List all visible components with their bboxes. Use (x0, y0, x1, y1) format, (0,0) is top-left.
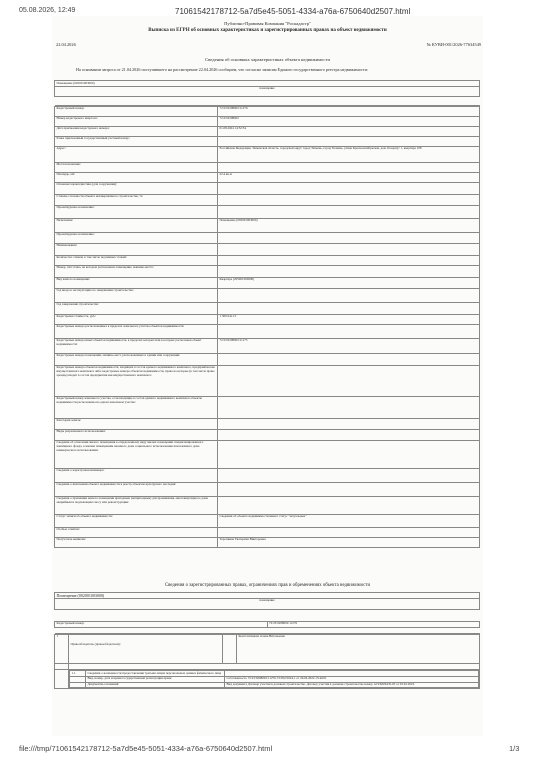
characteristic-row (55, 146, 480, 162)
characteristic-row (55, 194, 480, 205)
characteristic-row (55, 440, 480, 468)
characteristic-label: Вид жилого помещения: (55, 277, 218, 288)
characteristic-label: Степень готовности объекта незавершенного строительства, %: (55, 194, 218, 205)
characteristic-row (55, 338, 480, 353)
characteristic-value (218, 527, 480, 537)
doc-number: № КУВИ-001/2026-77634549 (426, 42, 481, 47)
characteristic-value (218, 194, 480, 205)
print-url: file:///tmp/71061542178712-5a7d5e45-5051-4334-a76a-6750640d2507.html (19, 744, 273, 753)
characteristic-row (55, 324, 480, 338)
characteristic-label: Кадастровый номер земельного участка, если входящие в состав единого недвижимого комплекса объекты недвижимости расположены на одном земельном участке: (55, 396, 218, 418)
characteristic-row (55, 265, 480, 277)
characteristic-label: Сведения о кадастровом инженере: (55, 468, 218, 482)
characteristic-label: Местоположение: (55, 162, 218, 172)
doc-org: Публично-Правовая Компания "Роскадастр" (224, 21, 311, 26)
characteristic-value: Помещение (002001003000) (218, 218, 480, 232)
characteristic-row (55, 182, 480, 194)
characteristic-value: 01.08.2024 14:52:54 (218, 126, 480, 136)
doc-title: Выписка из ЕГРН об основных характеристиках и зарегистрированных правах на объект недвижимости (148, 28, 387, 33)
docs-value: Вид документа Договор участия в долевом строительстве. Договор участия в долевом строительстве номер 12/2/К8/К2/Б-03 от 03.02.2023. (225, 682, 479, 688)
rights-n11: 1.1 (70, 671, 86, 677)
characteristic-value (218, 205, 480, 218)
holder-value: Константинова Алена Витальевна (237, 634, 480, 664)
characteristic-label: Проектируемое назначение: (55, 232, 218, 243)
reg-label: Вид, номер, дата и время государственной регистрации права: (86, 676, 225, 682)
section1-title: Сведения об основных характеристиках объекта недвижимости (205, 57, 330, 62)
characteristic-row (55, 314, 480, 324)
characteristics-rows (55, 106, 480, 547)
characteristic-row (55, 255, 480, 265)
print-datetime: 05.08.2026, 12:49 (19, 7, 76, 14)
characteristic-row (55, 537, 480, 547)
characteristic-row (55, 288, 480, 302)
section2-cad-value: 72:23:0208002:11276 (267, 621, 480, 627)
characteristic-row (55, 205, 480, 218)
characteristic-value (218, 365, 480, 396)
characteristic-value: 22.4 кв.м (218, 172, 480, 182)
characteristic-label: Кадастровые номера объектов недвижимости, входящих в состав единого недвижимого комплекса, предприятия как имущественного комплекса либо кадастровые номера объектов недвижимости, права на которые (в том числе право аренды) входят в состав предприятия как имущественного комплекса: (55, 365, 218, 396)
characteristic-label: Особые отметки: (55, 527, 218, 537)
characteristic-value: 1 309 641.15 (218, 314, 480, 324)
characteristic-value (218, 232, 480, 243)
characteristic-label: Виды разрешенного использования: (55, 429, 218, 440)
characteristic-value (218, 396, 480, 418)
characteristic-label: Назначение: (55, 218, 218, 232)
docs-label: Документы-основания: (86, 682, 225, 688)
characteristic-row (55, 514, 480, 527)
characteristic-label: Номер кадастрового квартала: (55, 116, 218, 126)
characteristic-label: Наименование: (55, 243, 218, 255)
characteristic-label: Кадастровые номера иных объектов недвижимости, в пределах которых или в которых расположен объект недвижимости: (55, 338, 218, 353)
characteristic-value: 72:23:0208002:11276 (218, 106, 480, 116)
reg-value: Собственность 72:23:0208002:11276-72/052/2024-1 от 26.04.2024 15:44:01 (225, 676, 479, 682)
characteristic-label: Основная характеристика (для сооружения): (55, 182, 218, 194)
characteristic-row (55, 218, 480, 232)
characteristic-label: Категория земель: (55, 418, 218, 429)
doc-intro: На основании запроса от 21.04.2026 поступившего на рассмотрение 22.04.2026 сообщаем, что согласно записям Единого государственного реестра недвижимости: (76, 67, 369, 72)
characteristic-value (218, 440, 480, 468)
characteristic-label: Дата присвоения кадастрового номера: (55, 126, 218, 136)
characteristic-row (55, 418, 480, 429)
characteristic-label: Проектируемое назначение: (55, 205, 218, 218)
characteristic-label: Кадастровые номера расположенных в пределах земельного участка объектов недвижимости: (55, 324, 218, 338)
characteristic-label: Получатель выписки: (55, 537, 218, 547)
characteristic-label: Номер, тип этажа, на котором расположено помещение, машино-место: (55, 265, 218, 277)
characteristic-value (218, 496, 480, 514)
characteristic-value (218, 288, 480, 302)
characteristic-row (55, 468, 480, 482)
section2-cad-label: Кадастровый номер: (55, 621, 268, 627)
characteristic-value (218, 353, 480, 365)
characteristic-label: Год ввода в эксплуатацию по завершении строительства: (55, 288, 218, 302)
characteristic-row (55, 353, 480, 365)
characteristic-row (55, 136, 480, 146)
print-page-counter: 1/3 (509, 744, 520, 753)
holder-label: Правообладатель (правообладатели): (69, 634, 223, 664)
section2-kind: помещение (55, 598, 480, 609)
characteristic-label: Кадастровая стоимость, руб.: (55, 314, 218, 324)
characteristic-value (218, 324, 480, 338)
characteristic-value (218, 162, 480, 172)
characteristic-row (55, 243, 480, 255)
characteristic-value: Квартира (205001000000) (218, 277, 480, 288)
object-kind: помещение (55, 86, 480, 96)
characteristic-row (55, 232, 480, 243)
characteristic-value (218, 265, 480, 277)
characteristic-value (218, 136, 480, 146)
possibility-label: Сведения о возможности предоставления третьим лицам персональных данных физического лица (86, 671, 225, 677)
characteristic-label: Ранее присвоенный государственный учетный номер: (55, 136, 218, 146)
print-tab-title: 71061542178712-5a7d5e45-5051-4334-a76a-6750640d2507.html (175, 7, 411, 16)
characteristic-row (55, 396, 480, 418)
characteristic-value: Сведения об объекте недвижимости имеют статус "актуальные" (218, 514, 480, 527)
characteristic-row (55, 172, 480, 182)
characteristics-table (54, 80, 480, 548)
characteristic-value (218, 468, 480, 482)
characteristic-row (55, 365, 480, 396)
characteristic-value: 72:23:0208002:11175 (218, 338, 480, 353)
section2-title: Сведения о зарегистрированных правах, ограничениях прав и обременениях объекта недвижимости (164, 583, 371, 588)
characteristic-value: Торопкина Екатерина Викторовна (218, 537, 480, 547)
characteristic-value (218, 182, 480, 194)
rights-table (54, 592, 480, 689)
characteristic-value (218, 243, 480, 255)
characteristic-value (218, 255, 480, 265)
characteristic-label: Площадь, м2: (55, 172, 218, 182)
section2-object: Помещение (002001003000) (55, 593, 480, 599)
characteristic-label: Сведения об отнесении жилого помещения к определенному виду жилых помещений специализированного жилищного фонда, к жилым помещениям наемного дома социального использования или наемного дома коммерческого использования: (55, 440, 218, 468)
characteristic-row (55, 429, 480, 440)
characteristic-value: Российская Федерация, Тюменская область, городской округ город Тюмень, город Тюмень, улица Краснооктябрьская, дом 16 корпус 1, квартира 108 (218, 146, 480, 162)
characteristic-row (55, 527, 480, 537)
characteristic-row (55, 126, 480, 136)
characteristic-label: Сведения о включении объекта недвижимости в реестр объектов культурного наследия: (55, 482, 218, 496)
characteristic-label: Год завершения строительства: (55, 302, 218, 314)
characteristic-value (218, 429, 480, 440)
characteristic-row (55, 116, 480, 126)
characteristic-row (55, 302, 480, 314)
characteristic-value (218, 418, 480, 429)
characteristic-value (218, 302, 480, 314)
characteristic-row (55, 106, 480, 116)
scanned-document (52, 16, 483, 736)
doc-date: 22.04.2026 (56, 42, 76, 47)
characteristic-row (55, 482, 480, 496)
object-type: Помещение (002001003000) (55, 81, 480, 87)
characteristic-row (55, 277, 480, 288)
characteristic-label: Сведения о признании жилого помещения пригодным (непригодным) для проживания, многоквартирного дома аварийным и подлежащим сносу или реконструкции: (55, 496, 218, 514)
characteristic-label: Адрес: (55, 146, 218, 162)
characteristic-value: 72:23:0208002 (218, 116, 480, 126)
characteristic-label: Статус записи об объекте недвижимости: (55, 514, 218, 527)
characteristic-label: Кадастровый номер: (55, 106, 218, 116)
characteristic-label: Количество этажей, в том числе подземных этажей: (55, 255, 218, 265)
characteristic-row (55, 496, 480, 514)
characteristic-label: Кадастровые номера помещений, машино-мест, расположенных в здании или сооружении: (55, 353, 218, 365)
characteristic-value (218, 482, 480, 496)
rights-n1: 1 (55, 634, 69, 664)
characteristic-row (55, 162, 480, 172)
